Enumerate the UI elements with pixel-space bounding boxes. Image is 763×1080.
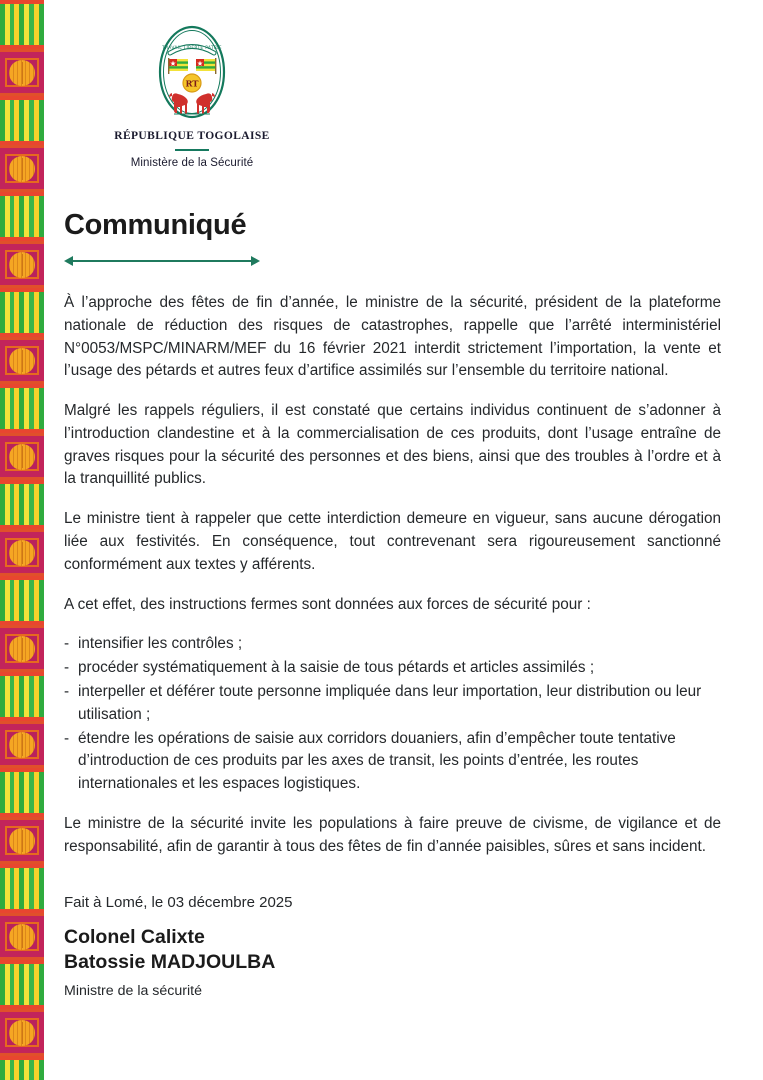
- kente-sun-disc-icon: [9, 828, 35, 854]
- kente-sun-disc-icon: [9, 156, 35, 182]
- signatory-name-line-2: Batossie MADJOULBA: [64, 950, 276, 973]
- kente-sun-disc-icon: [9, 348, 35, 374]
- kente-stripe-band: [0, 672, 44, 721]
- kente-motif-block: [0, 49, 44, 96]
- kente-unit: [0, 768, 44, 864]
- kente-unit: [0, 96, 44, 192]
- kente-sun-disc-icon: [9, 444, 35, 470]
- paragraph-4: A cet effet, des instructions fermes sont données aux forces de sécurité pour :: [64, 595, 591, 613]
- kente-unit: [0, 864, 44, 960]
- kente-stripe-band: [0, 768, 44, 817]
- ministry-name: Ministère de la Sécurité: [130, 157, 254, 169]
- kente-unit: [0, 1056, 44, 1080]
- divider-bar: [70, 260, 254, 262]
- bullet-dash-icon: -: [64, 682, 70, 700]
- list-item-label: intensifier les contrôles ;: [78, 635, 243, 653]
- title-block: [64, 211, 264, 266]
- title-divider: [64, 256, 260, 266]
- svg-text:TRAVAIL LIBERTE PATRIE: TRAVAIL LIBERTE PATRIE: [162, 46, 222, 51]
- kente-pattern-border: [0, 0, 44, 1080]
- list-item: [64, 633, 721, 656]
- kente-unit: [0, 192, 44, 288]
- kente-unit: [0, 576, 44, 672]
- kente-stripe-band: [0, 480, 44, 529]
- list-item-label: interpeller et déférer toute personne impliquée dans leur importation, leur distribution ou leur utilisation ;: [78, 682, 702, 723]
- kente-unit: [0, 480, 44, 576]
- kente-sun-disc-icon: [9, 252, 35, 278]
- kente-motif-block: [0, 625, 44, 672]
- kente-unit: [0, 672, 44, 768]
- kente-unit: [0, 960, 44, 1056]
- kente-unit: [0, 288, 44, 384]
- paragraph-1: À l’approche des fêtes de fin d’année, le ministre de la sécurité, président de la plateforme nationale de réduction des risques de catastrophes, rappelle que l’arrêté interministériel N°0053/MSPC/MINARM/MEF du 16 février 2021 interdit strictement l’importation, la vente et l’usage des pétards et autres feux d’artifice assimilés sur l’ensemble du territoire national.: [64, 294, 721, 380]
- kente-unit: [0, 384, 44, 480]
- document-content: [44, 0, 763, 1080]
- kente-motif-block: [0, 433, 44, 480]
- bullet-dash-icon: -: [64, 635, 70, 653]
- kente-sun-disc-icon: [9, 732, 35, 758]
- kente-motif-block: [0, 913, 44, 960]
- kente-stripe-band: [0, 864, 44, 913]
- togo-coat-of-arms-icon: [148, 22, 236, 126]
- kente-motif-block: [0, 529, 44, 576]
- list-item-label: procéder systématiquement à la saisie de tous pétards et articles assimilés ;: [78, 659, 595, 677]
- kente-stripe-band: [0, 288, 44, 337]
- kente-motif-block: [0, 337, 44, 384]
- kente-unit: [0, 0, 44, 96]
- kente-sun-disc-icon: [9, 924, 35, 950]
- kente-stripe-band: [0, 96, 44, 145]
- paragraph-3: Le ministre tient à rappeler que cette interdiction demeure en vigueur, sans aucune dérogation liée aux festivités. En conséquence, tout contrevenant sera rigoureusement sanctionné conformément aux textes y afférents.: [64, 510, 721, 573]
- list-item: [64, 681, 721, 727]
- kente-sun-disc-icon: [9, 60, 35, 86]
- kente-stripe-band: [0, 384, 44, 433]
- kente-stripe-band: [0, 960, 44, 1009]
- paragraph-5: Le ministre de la sécurité invite les populations à faire preuve de civisme, de vigilance et de responsabilité, afin de garantir à tous des fêtes de fin d’année paisibles, sûres et sans incident.: [64, 814, 721, 855]
- list-item: [64, 728, 721, 796]
- letterhead: [92, 22, 292, 169]
- kente-sun-disc-icon: [9, 540, 35, 566]
- body-copy: [64, 292, 721, 858]
- kente-motif-block: [0, 1009, 44, 1056]
- instruction-list: [64, 633, 721, 795]
- kente-stripe-band: [0, 1056, 44, 1080]
- kente-stripe-band: [0, 576, 44, 625]
- republic-name: RÉPUBLIQUE TOGOLAISE: [114, 130, 270, 142]
- kente-sun-disc-icon: [9, 636, 35, 662]
- paragraph-2: Malgré les rappels réguliers, il est constaté que certains individus continuent de s’adonner à l’introduction clandestine et à la commercialisation de ces produits, dont l’usage entraîne de graves risques pour la sécurité des personnes et des biens, ainsi que des troubles à l’ordre et à la tranquillité publics.: [64, 402, 721, 488]
- kente-stripe-band: [0, 0, 44, 49]
- letterhead-divider: [175, 149, 209, 151]
- place-and-date: Fait à Lomé, le 03 décembre 2025: [64, 894, 293, 912]
- signature-block: [64, 894, 721, 999]
- signatory-name-line-1: Colonel Calixte: [64, 926, 205, 949]
- kente-stripe-band: [0, 192, 44, 241]
- list-item-label: étendre les opérations de saisie aux corridors douaniers, afin d’empêcher toute tentative d’introduction de ces produits par les axes de transit, les points d’entrée, les routes internationales et les espaces logistiques.: [78, 729, 676, 793]
- bullet-dash-icon: -: [64, 659, 70, 677]
- kente-motif-block: [0, 721, 44, 768]
- signatory-role: Ministre de la sécurité: [64, 983, 202, 1000]
- page-title: Communiqué: [64, 209, 247, 241]
- bullet-dash-icon: -: [64, 729, 70, 747]
- list-item: [64, 657, 721, 680]
- divider-arrow-right-icon: [251, 256, 260, 266]
- svg-text:RT: RT: [185, 78, 199, 89]
- kente-motif-block: [0, 145, 44, 192]
- kente-motif-block: [0, 817, 44, 864]
- kente-motif-block: [0, 241, 44, 288]
- kente-sun-disc-icon: [9, 1020, 35, 1046]
